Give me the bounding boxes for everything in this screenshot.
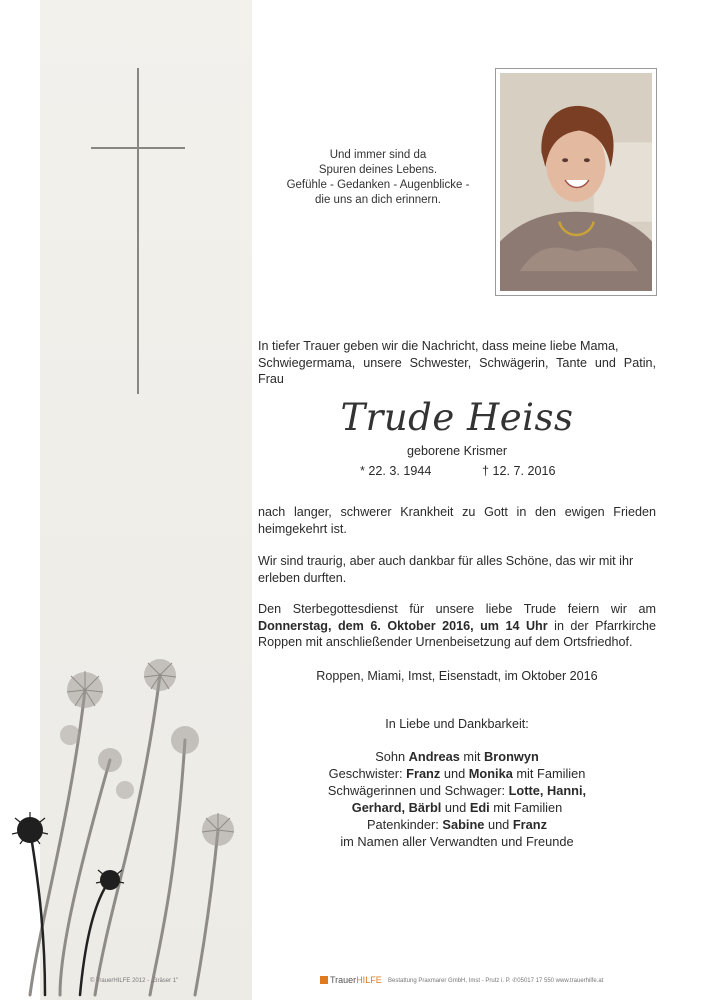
mourner-name: Bronwyn <box>484 749 539 764</box>
mourner-line <box>258 748 656 765</box>
mourner-text: Sohn <box>375 749 409 764</box>
death-date: † 12. 7. 2016 <box>482 464 556 478</box>
mourner-text: Geschwister: <box>328 766 407 781</box>
service-datetime: Donnerstag, dem 6. Oktober 2016, um 14 Uhr <box>258 618 548 633</box>
brand-logo-icon <box>320 976 328 984</box>
deceased-name: Trude Heiss <box>340 396 574 439</box>
mourner-name: Sabine <box>442 817 485 832</box>
mourner-line <box>258 816 656 833</box>
birth-date: * 22. 3. 1944 <box>360 464 432 478</box>
intro-line-2: Schwiegermama, unsere Schwester, Schwägerin, Tante und Patin, Frau <box>258 355 656 386</box>
mourner-text: mit <box>459 749 485 764</box>
brand-hilfe: HILFE <box>356 975 382 985</box>
cross-icon <box>137 68 139 394</box>
mourner-text: und <box>441 800 470 815</box>
closing-line: In Liebe und Dankbarkeit: <box>385 717 529 731</box>
memorial-quote <box>276 148 480 208</box>
paragraph-3-end: in der Pfarrkirche Roppen mit anschließender Urnenbeisetzung auf dem Ortsfriedhof. <box>258 618 656 649</box>
mourner-name: Lotte, Hanni, <box>508 783 587 798</box>
mourners-list <box>258 748 656 850</box>
mourner-text: Patenkinder: <box>367 817 443 832</box>
mourner-name: Gerhard, Bärbl <box>351 800 442 815</box>
intro-line-1: In tiefer Trauer geben wir die Nachricht, dass meine liebe Mama, <box>258 339 619 353</box>
dandelion-illustration <box>0 640 270 1000</box>
mourner-text: mit Familien <box>512 766 586 781</box>
mourner-text: und <box>440 766 469 781</box>
quote-line: die uns an dich erinnern. <box>315 194 441 206</box>
mourner-line: im Namen aller Verwandten und Freunde <box>340 834 574 849</box>
mourner-text: mit Familien <box>489 800 563 815</box>
mourner-line <box>258 782 656 799</box>
paragraph-3-start: Den Sterbegottesdienst für unsere liebe Trude feiern wir am <box>258 602 656 616</box>
mourner-name: Edi <box>469 800 490 815</box>
mourner-name: Andreas <box>408 749 460 764</box>
mourner-name: Franz <box>512 817 547 832</box>
paragraph-2: Wir sind traurig, aber auch dankbar für alles Schöne, das wir mit ihr erleben durften. <box>258 554 634 585</box>
quote-line: Und immer sind da <box>329 149 427 161</box>
brand-trauer: Trauer <box>330 975 357 985</box>
portrait-frame <box>495 68 657 296</box>
birth-name: geborene Krismer <box>406 444 508 458</box>
portrait-photo <box>500 73 652 291</box>
mourner-name: Franz <box>406 766 441 781</box>
mourner-text: und <box>484 817 513 832</box>
footer-info: Bestattung Praxmarer GmbH, Imst - Prutz i. P. ✆05017 17 550 www.trauerhilfe.at <box>388 978 604 984</box>
quote-line: Gefühle - Gedanken - Augenblicke - <box>286 179 470 191</box>
paragraph-3 <box>258 601 656 651</box>
quote-line: Spuren deines Lebens. <box>318 164 438 176</box>
intro-text <box>258 338 656 388</box>
mourner-name: Monika <box>468 766 513 781</box>
mourner-text: Schwägerinnen und Schwager: <box>327 783 509 798</box>
cross-icon-bar <box>91 147 185 149</box>
paragraph-1: nach langer, schwerer Krankheit zu Gott in den ewigen Frieden heimgekehrt ist. <box>258 505 656 536</box>
place-date: Roppen, Miami, Imst, Eisenstadt, im Oktober 2016 <box>316 669 598 683</box>
mourner-line <box>258 799 656 816</box>
mourner-line <box>258 765 656 782</box>
footer-brand <box>320 975 382 985</box>
footer-copyright: © TrauerHILFE 2012 - „Gräser 1" <box>90 978 179 984</box>
